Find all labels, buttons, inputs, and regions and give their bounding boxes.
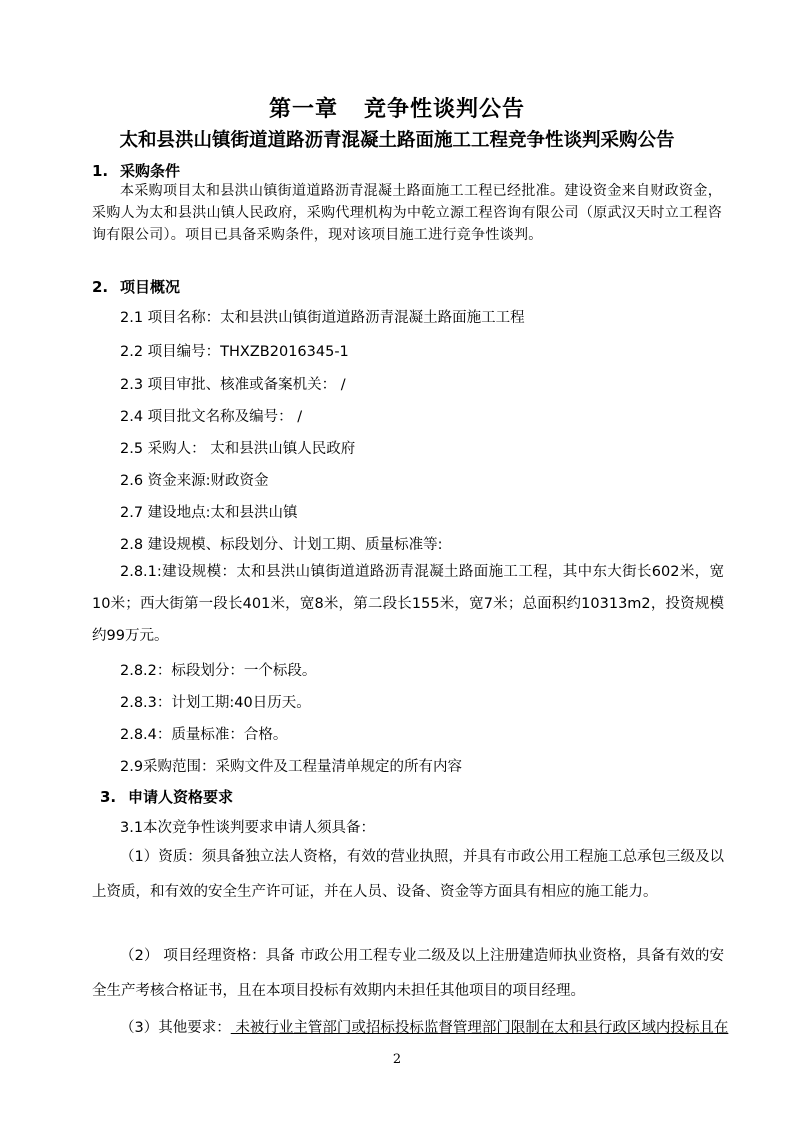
list-item: 2.1 项目名称：太和县洪山镇街道道路沥青混凝土路面施工工程 [120,310,525,326]
list-item: 2.8.2：标段划分：一个标段。 [120,663,317,679]
requirement-project-manager: （2） 项目经理资格：具备 市政公用工程专业二级及以上注册建造师执业资格，具备有效的安全生产考核合格证书，且在本项目投标有效期内未担任其他项目的项目经理。 [92,948,724,999]
section-number: 3. [100,788,117,806]
list-item: 2.8.3：计划工期:40日历天。 [120,695,311,711]
list-item: 2.2 项目编号：THXZB2016345-1 [120,344,349,360]
chapter-title: 竞争性谈判公告 [364,96,526,122]
section-number: 2. [92,278,109,296]
list-item: 2.5 采购人： 太和县洪山镇人民政府 [120,441,356,457]
list-item: 2.8.4：质量标准：合格。 [120,727,288,743]
requirement-qualification: （1）资质：须具备独立法人资格，有效的营业执照，并具有市政公用工程施工总承包三级及以上资质，和有效的安全生产许可证，并在人员、设备、资金等方面具有相应的施工能力。 [92,849,724,900]
list-item: 2.3 项目审批、核准或备案机关： / [120,377,346,393]
requirement-other-text: 未被行业主管部门或招标投标监督管理部门限制在太和县行政区域内投标且在 [230,1020,729,1036]
document-subtitle: 太和县洪山镇街道道路沥青混凝土路面施工工程竞争性谈判采购公告 [119,130,675,151]
list-item: 2.6 资金来源:财政资金 [120,473,269,489]
requirement-other [120,1016,728,1037]
requirement-intro: 3.1本次竞争性谈判要求申请人须具备： [120,820,376,836]
section-title: 采购条件 [120,162,181,180]
chapter-label: 第一章 [268,96,338,122]
list-item: 2.7 建设地点:太和县洪山镇 [120,505,298,521]
chapter-heading [0,92,794,123]
list-item: 2.9采购范围：采购文件及工程量清单规定的所有内容 [120,759,463,775]
section-heading-2 [92,276,180,297]
section-1-body: 本采购项目太和县洪山镇街道道路沥青混凝土路面施工工程已经批准。建设资金来自财政资金，采购人为太和县洪山镇人民政府，采购代理机构为中乾立源工程咨询有限公司（原武汉天时立工程咨询有限公司）。项目已具备采购条件，现对该项目施工进行竞争性谈判。 [92,183,722,243]
section-heading-3 [100,786,233,807]
section-title: 申请人资格要求 [128,788,234,806]
list-item: 2.4 项目批文名称及编号： / [120,409,303,425]
construction-scale-paragraph: 2.8.1:建设规模：太和县洪山镇街道道路沥青混凝土路面施工工程，其中东大街长602米，宽10米；西大街第一段长401米，宽8米，第二段长155米，宽7米；总面积约10313m2，投资规模约99万元。 [92,564,724,644]
page-number: 2 [392,1052,402,1067]
section-title: 项目概况 [120,278,181,296]
section-number: 1. [92,162,109,180]
list-item: 2.8 建设规模、标段划分、计划工期、质量标准等: [120,537,443,553]
requirement-other-label: （3）其他要求： [120,1020,231,1036]
section-heading-1 [92,160,180,181]
